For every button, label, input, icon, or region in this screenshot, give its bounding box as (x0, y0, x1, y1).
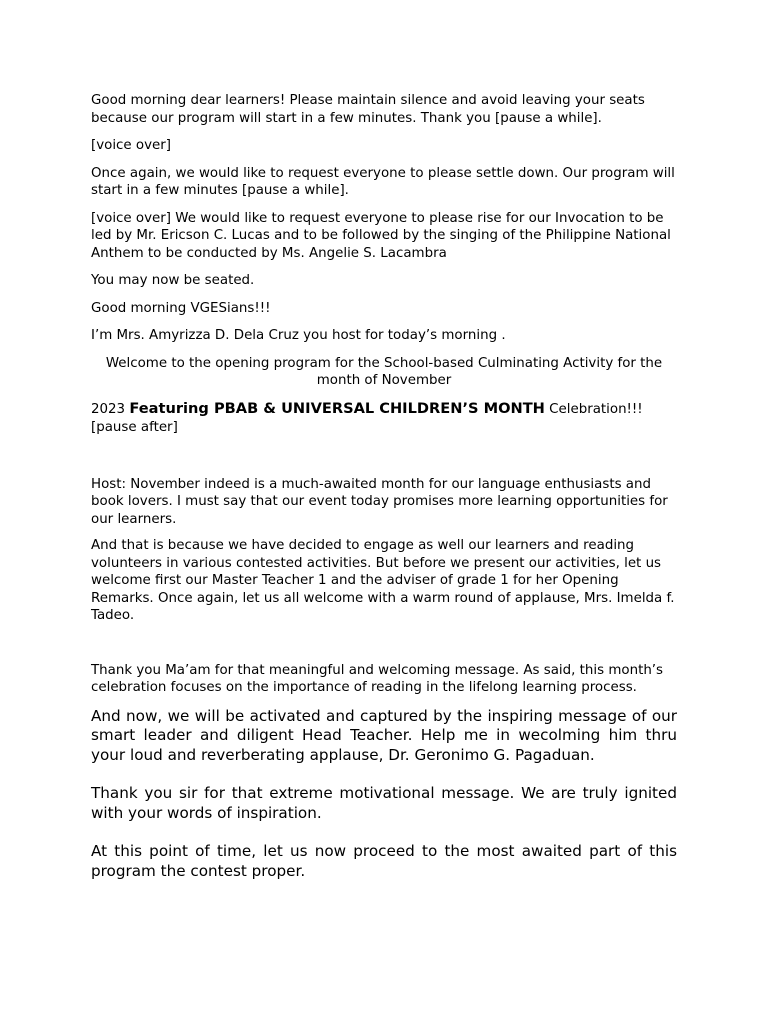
paragraph-host-intro: I’m Mrs. Amyrizza D. Dela Cruz you host for today’s morning . (91, 328, 506, 343)
paragraph-greeting: Good morning VGESians!!! (91, 300, 271, 316)
paragraph-be-seated: You may now be seated. (91, 273, 255, 288)
featuring-title: Featuring PBAB & UNIVERSAL CHILDREN’S MONTH (129, 399, 545, 417)
paragraph-settle-down: Once again, we would like to request everyone to please settle down. Our program will start in a few minutes [pause a while]. (91, 165, 675, 198)
paragraph-contest-proper: At this point of time, let us now proceed to the most awaited part of this program the contest proper. (91, 842, 677, 880)
paragraph-invocation: [voice over] We would like to request everyone to please rise for our Invocation to be led by Mr. Ericson C. Lucas and to be followed by the singing of the Philippine National Anthem to be conducted by Ms. Angelie S. Lacambra (91, 210, 671, 261)
featuring-tail: Celebration!!! (544, 401, 643, 417)
featuring-year: 2023 (91, 401, 130, 417)
document-page (91, 92, 677, 881)
paragraph-opening-remarks: And that is because we have decided to engage as well our learners and reading volunteers in various contested activities. But before we present our activities, let us welcome first our Master Teacher 1 and the adviser of grade 1 for her Opening Remarks. Once again, let us all welcome with a warm round of applause, Mrs. Imelda f. Tadeo. (91, 538, 675, 623)
paragraph-thank-sir: Thank you sir for that extreme motivational message. We are truly ignited with your words of inspiration. (91, 784, 677, 822)
featuring-pause: [pause after] (91, 419, 178, 435)
paragraph-head-teacher: And now, we will be activated and captured by the inspiring message of our smart leader and diligent Head Teacher. Help me in wecolming him thru your loud and reverberating applause, Dr. Geronimo G. Pagaduan. (91, 706, 677, 764)
paragraph-welcome: Welcome to the opening program for the School-based Culminating Activity for the month of November (105, 355, 663, 388)
paragraph-silence-request: Good morning dear learners! Please maintain silence and avoid leaving your seats because our program will start in a few minutes. Thank you [pause a while]. (91, 93, 645, 126)
paragraph-thank-maam: Thank you Ma’am for that meaningful and welcoming message. As said, this month’s celebration focuses on the importance of reading in the lifelong learning process. (91, 662, 664, 695)
paragraph-voice-over-label: [voice over] (91, 138, 172, 153)
paragraph-november: Host: November indeed is a much-awaited month for our language enthusiasts and book lovers. I must say that our event today promises more learning opportunities for our learners. (91, 476, 668, 527)
paragraph-featuring (91, 400, 677, 437)
